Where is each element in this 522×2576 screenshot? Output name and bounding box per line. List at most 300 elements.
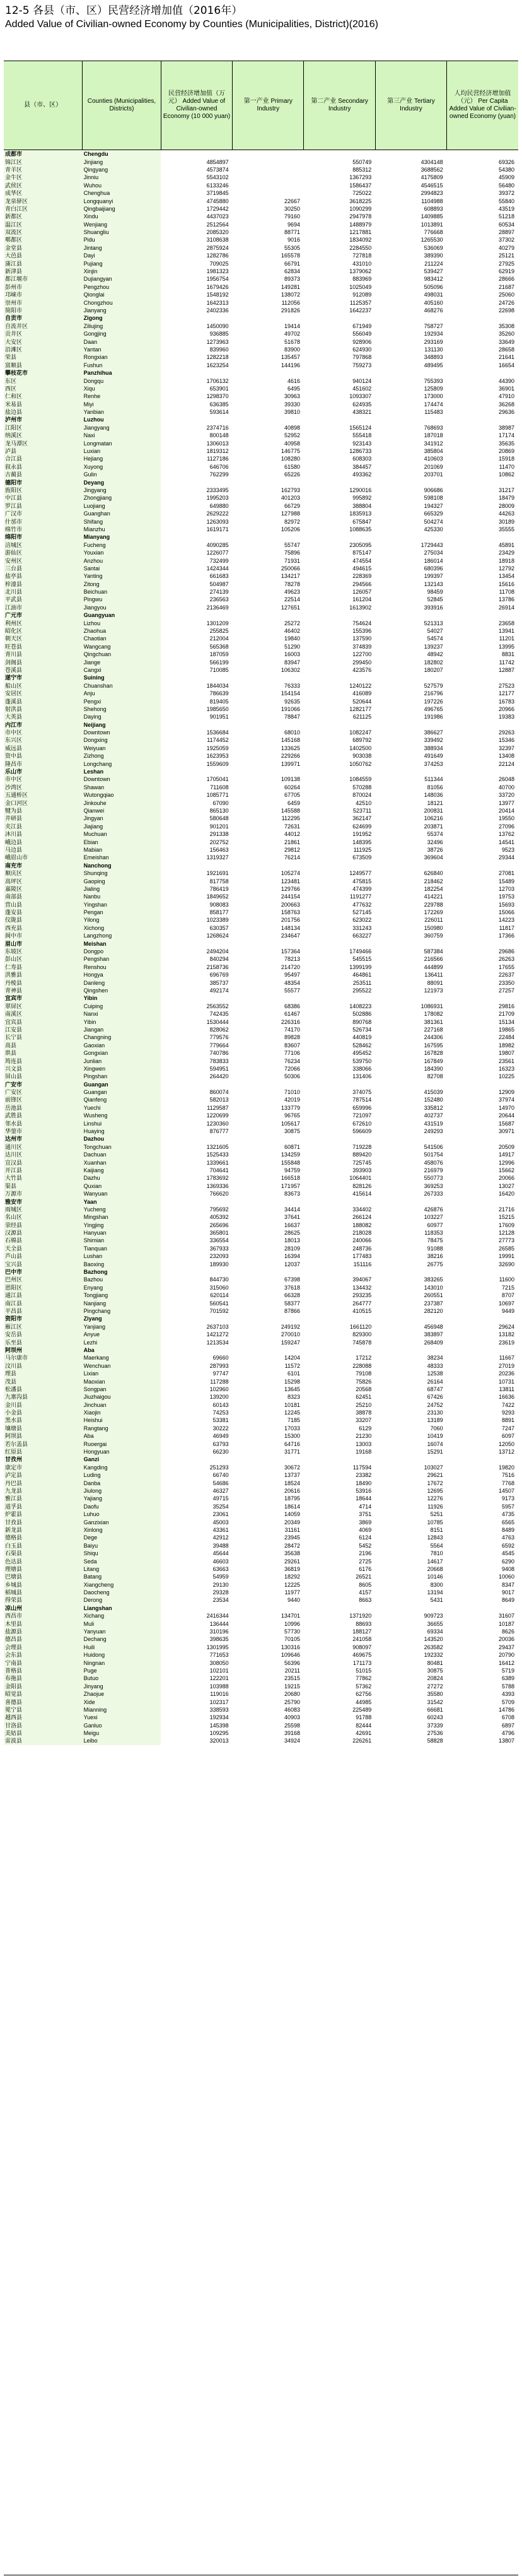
tertiary-cell: 192934	[424, 331, 443, 338]
secondary-cell	[304, 416, 375, 423]
primary-cell: 55305	[284, 244, 300, 251]
city-row	[4, 939, 518, 947]
per-capita-cell	[447, 1268, 518, 1276]
english-name-cell: Nanxi	[83, 1010, 161, 1018]
tertiary-cell: 1013891	[420, 221, 443, 228]
tertiary-cell: 539427	[424, 268, 443, 275]
tertiary-cell: 203871	[424, 823, 443, 830]
primary-cell: 127988	[281, 510, 300, 517]
table-row	[4, 1550, 518, 1557]
english-name-cell: Daofu	[83, 1503, 161, 1510]
region-cell: 凉山州	[4, 1604, 83, 1612]
secondary-cell: 264777	[352, 1300, 372, 1307]
region-cell: 昭觉县	[4, 1690, 83, 1698]
tertiary-cell: 12843	[427, 1534, 443, 1541]
table-row	[4, 1729, 518, 1737]
table-row	[4, 823, 518, 830]
region-cell: 屏山县	[4, 1073, 83, 1080]
secondary-cell: 870024	[352, 792, 372, 799]
per-capita-cell: 27773	[498, 1237, 514, 1244]
tertiary-cell: 54574	[427, 635, 443, 642]
tertiary-cell: 374253	[424, 760, 443, 767]
secondary-cell: 23382	[356, 1472, 372, 1479]
per-capita-cell: 19865	[498, 1026, 514, 1033]
total-cell: 779576	[209, 1034, 229, 1041]
secondary-cell: 474554	[352, 557, 372, 564]
table-row	[4, 1299, 518, 1307]
primary-cell: 291826	[281, 307, 300, 314]
per-capita-cell	[447, 1197, 518, 1205]
total-cell: 46949	[212, 1433, 229, 1440]
tertiary-cell	[375, 1197, 446, 1205]
per-capita-cell: 19807	[498, 1050, 514, 1057]
table-row	[4, 588, 518, 596]
region-cell: 金阳县	[4, 1683, 83, 1690]
per-capita-cell: 5788	[501, 1683, 514, 1690]
secondary-cell: 394067	[352, 1276, 372, 1283]
english-name-cell: Daocheng	[83, 1589, 161, 1596]
english-name-cell: Qingbaijiang	[83, 205, 161, 213]
secondary-cell: 440819	[352, 1034, 372, 1041]
english-name-cell: Lushan	[83, 1252, 161, 1260]
tertiary-cell: 389390	[424, 252, 443, 259]
region-cell: 古蔺县	[4, 471, 83, 478]
table-body	[4, 150, 518, 1745]
total-cell: 1559609	[206, 760, 229, 767]
per-capita-cell: 6097	[501, 1433, 514, 1440]
total-cell: 63793	[212, 1440, 229, 1447]
region-cell: 南部县	[4, 893, 83, 900]
total-cell: 66740	[212, 1472, 229, 1479]
per-capita-cell: 11817	[499, 924, 514, 931]
region-cell: 平昌县	[4, 1307, 83, 1315]
primary-cell: 30875	[284, 1128, 300, 1135]
per-capita-cell: 20509	[498, 1143, 514, 1150]
per-capita-cell	[447, 611, 518, 619]
secondary-cell: 623022	[352, 917, 372, 924]
tertiary-cell: 16074	[427, 1440, 443, 1447]
table-row	[4, 650, 518, 658]
tertiary-cell: 383897	[424, 1331, 443, 1338]
primary-cell: 23945	[284, 1534, 300, 1541]
per-capita-cell	[447, 1604, 518, 1612]
english-name-cell: Wangcang	[83, 643, 161, 650]
total-cell: 212004	[209, 635, 229, 642]
city-row	[4, 1456, 518, 1463]
secondary-cell: 1586437	[349, 182, 372, 189]
primary-cell: 78213	[284, 956, 300, 963]
primary-cell: 20349	[284, 1519, 300, 1526]
per-capita-cell: 35635	[498, 440, 514, 447]
total-cell: 189930	[209, 1261, 229, 1267]
tertiary-cell	[375, 1268, 446, 1276]
english-name-cell: Baoxing	[83, 1260, 161, 1267]
region-cell: 天全县	[4, 1245, 83, 1252]
secondary-cell: 117594	[352, 1464, 372, 1471]
total-cell: 582013	[209, 1097, 229, 1103]
total-cell: 1995203	[206, 495, 229, 502]
per-capita-cell: 26048	[498, 776, 514, 783]
primary-cell: 20616	[284, 1487, 300, 1494]
per-capita-cell: 40279	[498, 244, 514, 251]
tertiary-cell	[375, 1135, 446, 1143]
region-cell: 威远县	[4, 744, 83, 752]
region-cell: 稻城县	[4, 1589, 83, 1596]
table-row	[4, 830, 518, 838]
secondary-cell: 1379062	[349, 268, 372, 275]
primary-cell: 130316	[281, 1644, 300, 1650]
primary-cell	[233, 721, 304, 729]
english-name-cell: Cuiping	[83, 1003, 161, 1010]
english-name-cell: Mianzhu	[83, 526, 161, 533]
primary-cell: 67398	[284, 1276, 300, 1283]
tertiary-cell: 139237	[424, 643, 443, 650]
primary-cell: 9694	[287, 221, 300, 228]
per-capita-cell: 10697	[498, 1300, 514, 1307]
tertiary-cell: 1104988	[421, 197, 443, 204]
tertiary-cell: 10785	[427, 1519, 443, 1526]
total-cell: 1705041	[206, 776, 229, 783]
total-cell: 103988	[209, 1683, 229, 1690]
primary-cell: 6101	[287, 1370, 300, 1377]
primary-cell	[233, 1346, 304, 1354]
region-cell: 德昌县	[4, 1635, 83, 1643]
per-capita-cell: 35308	[498, 322, 514, 329]
per-capita-cell: 18982	[498, 1042, 514, 1049]
primary-cell: 25272	[284, 620, 300, 626]
tertiary-cell: 511344	[424, 776, 443, 783]
per-capita-cell: 6592	[501, 1542, 514, 1549]
region-cell: 宣汉县	[4, 1158, 83, 1166]
total-cell: 844730	[209, 1276, 229, 1283]
secondary-cell: 134432	[352, 1284, 372, 1291]
total-cell: 320013	[209, 1738, 229, 1744]
table-row	[4, 658, 518, 666]
region-cell: 筠连县	[4, 1057, 83, 1064]
tertiary-cell: 7810	[430, 1550, 443, 1557]
total-cell: 43361	[212, 1526, 229, 1533]
per-capita-cell: 10731	[498, 1378, 514, 1385]
per-capita-cell: 17366	[498, 932, 514, 939]
tertiary-cell: 23130	[427, 1409, 443, 1416]
region-cell: 高坪区	[4, 877, 83, 885]
region-cell: 郫都区	[4, 236, 83, 244]
per-capita-cell: 26914	[498, 604, 514, 611]
table-row	[4, 1260, 518, 1267]
english-name-cell: Huili	[83, 1644, 161, 1651]
total-cell: 594951	[209, 1065, 229, 1072]
per-capita-cell: 8626	[501, 1628, 514, 1635]
total-cell: 1129587	[207, 1104, 229, 1111]
table-row	[4, 392, 518, 400]
region-cell: 巴州区	[4, 1276, 83, 1283]
per-capita-cell	[447, 533, 518, 541]
english-name-cell: Luhuo	[83, 1510, 161, 1518]
tertiary-cell: 211224	[424, 260, 443, 267]
english-name-cell: Xuanhan	[83, 1158, 161, 1166]
region-cell: 泸州市	[4, 416, 83, 423]
per-capita-cell: 13786	[498, 596, 514, 603]
secondary-cell: 126057	[352, 589, 372, 596]
region-cell: 市中区	[4, 729, 83, 736]
total-cell: 39488	[212, 1542, 229, 1549]
table-row	[4, 643, 518, 650]
secondary-cell: 673509	[352, 854, 372, 861]
region-cell: 冕宁县	[4, 1706, 83, 1714]
primary-cell: 39330	[284, 401, 300, 408]
english-name-cell: Shawan	[83, 784, 161, 791]
region-cell: 江阳区	[4, 424, 83, 432]
secondary-cell: 624935	[352, 401, 372, 408]
tertiary-cell: 66681	[427, 1706, 443, 1713]
per-capita-cell: 8489	[501, 1526, 514, 1533]
region-cell: 叙永县	[4, 463, 83, 471]
per-capita-cell: 12792	[498, 565, 514, 572]
tertiary-cell: 527579	[424, 682, 443, 689]
total-cell: 1981323	[206, 268, 229, 275]
total-cell: 4745880	[206, 197, 229, 204]
total-cell: 102317	[209, 1698, 229, 1705]
primary-cell: 75896	[284, 550, 300, 556]
primary-cell: 92635	[284, 698, 300, 705]
tertiary-cell: 626840	[424, 870, 443, 877]
per-capita-cell: 9523	[501, 846, 514, 853]
region-cell: 宁南县	[4, 1659, 83, 1666]
tertiary-cell: 58828	[427, 1738, 443, 1744]
primary-cell: 83673	[284, 1191, 300, 1197]
table-row	[4, 1167, 518, 1174]
city-row	[4, 1197, 518, 1205]
region-cell: 白玉县	[4, 1542, 83, 1550]
tertiary-cell: 260551	[424, 1292, 443, 1299]
english-name-cell: Longquanyi	[83, 197, 161, 204]
secondary-cell: 1399199	[349, 963, 372, 970]
table-row	[4, 1213, 518, 1221]
region-cell: 成都市	[4, 150, 83, 158]
region-cell: 壤塘县	[4, 1425, 83, 1432]
per-capita-cell: 51218	[498, 213, 514, 220]
primary-cell	[233, 1197, 304, 1205]
tertiary-cell: 293169	[424, 338, 443, 345]
total-cell: 1127186	[207, 456, 229, 462]
region-cell: 蒲江县	[4, 259, 83, 267]
region-cell: 会东县	[4, 1651, 83, 1659]
city-row	[4, 1604, 518, 1612]
english-name-cell: Pidu	[83, 236, 161, 244]
secondary-cell: 374839	[352, 643, 372, 650]
secondary-cell: 171173	[352, 1659, 372, 1666]
table-title-en: Added Value of Civilian-owned Economy by Counties (Municipalities, District)(2016)	[5, 19, 378, 30]
secondary-cell	[304, 939, 375, 947]
primary-cell: 39810	[284, 409, 300, 416]
table-row	[4, 307, 518, 314]
total-cell: 1263093	[206, 518, 229, 525]
secondary-cell: 362147	[352, 815, 372, 822]
tertiary-cell: 263582	[424, 1644, 443, 1650]
total-cell: 385737	[209, 979, 229, 986]
secondary-cell: 5452	[359, 1542, 372, 1549]
per-capita-cell: 21687	[498, 283, 514, 290]
table-row	[4, 197, 518, 204]
per-capita-cell: 47910	[498, 393, 514, 400]
total-cell: 742435	[209, 1011, 229, 1018]
per-capita-cell: 29437	[498, 1644, 514, 1650]
region-cell: 乡城县	[4, 1580, 83, 1588]
tertiary-cell: 909723	[424, 1613, 443, 1620]
english-name-cell: Tongjiang	[83, 1291, 161, 1299]
total-cell: 762299	[209, 471, 229, 478]
primary-cell: 106302	[281, 666, 300, 673]
table-row	[4, 510, 518, 517]
tertiary-cell: 201069	[424, 463, 443, 470]
secondary-cell: 438321	[352, 409, 372, 416]
tertiary-cell: 98459	[427, 589, 443, 596]
per-capita-cell: 8707	[501, 1292, 514, 1299]
primary-cell: 66729	[284, 502, 300, 509]
secondary-cell	[304, 1346, 375, 1354]
primary-cell: 135457	[281, 354, 300, 361]
tertiary-cell: 402737	[424, 1112, 443, 1119]
total-cell: 2875924	[206, 244, 229, 251]
table-row	[4, 268, 518, 275]
primary-cell: 28109	[284, 1245, 300, 1252]
region-cell: 广安区	[4, 1088, 83, 1096]
total-cell: 60143	[212, 1401, 229, 1408]
english-name-cell: Fushun	[83, 362, 161, 369]
english-name-cell: Bazhong	[83, 1268, 161, 1276]
total-cell: 630357	[209, 924, 229, 931]
primary-cell: 29261	[284, 1558, 300, 1565]
per-capita-cell: 5719	[501, 1667, 514, 1674]
per-capita-cell: 20644	[498, 1112, 514, 1119]
tertiary-cell: 88091	[427, 979, 443, 986]
secondary-cell: 526734	[352, 1026, 372, 1033]
table-row	[4, 322, 518, 330]
primary-cell	[233, 166, 304, 173]
per-capita-cell: 16783	[498, 698, 514, 705]
secondary-cell: 1282177	[349, 705, 372, 712]
tertiary-cell: 7060	[430, 1425, 443, 1432]
secondary-cell: 624699	[352, 823, 372, 830]
total-cell: 29130	[212, 1581, 229, 1588]
table-row	[4, 948, 518, 955]
english-name-cell: Tianquan	[83, 1245, 161, 1252]
primary-cell: 72066	[284, 1065, 300, 1072]
region-cell: 会理县	[4, 1644, 83, 1651]
primary-cell: 19414	[284, 322, 300, 329]
tertiary-cell: 444899	[424, 963, 443, 970]
primary-cell: 15300	[284, 1433, 300, 1440]
primary-cell: 401203	[281, 495, 300, 502]
per-capita-cell: 13027	[498, 1182, 514, 1189]
english-name-cell: Langzhong	[83, 932, 161, 939]
per-capita-cell: 16420	[498, 1191, 514, 1197]
english-name-cell: Dachuan	[83, 1151, 161, 1158]
tertiary-cell: 1265530	[420, 237, 443, 244]
english-name-cell: Jinkouhe	[83, 799, 161, 806]
english-name-cell: Jiangyou	[83, 604, 161, 611]
table-row	[4, 494, 518, 502]
primary-cell: 234647	[281, 932, 300, 939]
tertiary-cell: 31542	[427, 1698, 443, 1705]
primary-cell: 133779	[281, 1104, 300, 1111]
primary-cell	[233, 1456, 304, 1463]
region-cell: 马尔康市	[4, 1354, 83, 1362]
total-cell: 291338	[209, 831, 229, 838]
total-cell: 795692	[209, 1206, 229, 1213]
total-cell: 1642313	[206, 299, 229, 306]
primary-cell: 12225	[284, 1581, 300, 1588]
total-cell	[161, 478, 232, 486]
primary-cell: 154154	[281, 690, 300, 697]
tertiary-cell: 27536	[427, 1730, 443, 1737]
tertiary-cell: 82708	[427, 1073, 443, 1080]
table-row	[4, 1003, 518, 1010]
per-capita-cell: 10060	[498, 1573, 514, 1580]
total-cell: 1220699	[206, 1112, 229, 1119]
primary-cell: 56396	[284, 1659, 300, 1666]
total-cell: 2158736	[206, 963, 229, 970]
per-capita-cell: 20966	[498, 705, 514, 712]
table-row	[4, 1683, 518, 1690]
tertiary-cell: 200831	[424, 808, 443, 814]
primary-cell: 87866	[284, 1308, 300, 1314]
total-cell: 504987	[209, 580, 229, 587]
total-cell: 315060	[209, 1284, 229, 1291]
secondary-cell: 393903	[352, 1167, 372, 1173]
english-name-cell: Gongxian	[83, 1049, 161, 1057]
primary-cell: 71931	[284, 557, 300, 564]
english-name-cell: Yingjing	[83, 1221, 161, 1229]
total-cell: 109295	[209, 1730, 229, 1737]
english-name-cell: Anju	[83, 690, 161, 697]
secondary-cell: 624930	[352, 346, 372, 353]
english-name-cell: Downtown	[83, 729, 161, 736]
table-row	[4, 1698, 518, 1705]
secondary-cell	[304, 611, 375, 619]
tertiary-cell: 216979	[424, 1167, 443, 1173]
secondary-cell: 334402	[352, 1206, 372, 1213]
primary-cell: 226316	[281, 1018, 300, 1025]
secondary-cell: 148395	[352, 838, 372, 845]
region-cell: 达州市	[4, 1135, 83, 1143]
tertiary-cell: 229788	[424, 901, 443, 908]
secondary-cell: 570288	[352, 784, 372, 791]
region-cell: 芦山县	[4, 1252, 83, 1260]
region-cell: 盐亭县	[4, 572, 83, 580]
region-cell: 红原县	[4, 1448, 83, 1456]
region-cell: 内江市	[4, 721, 83, 729]
english-name-cell: Weiyuan	[83, 744, 161, 752]
table-row	[4, 682, 518, 690]
table-row	[4, 1284, 518, 1291]
tertiary-cell	[375, 478, 446, 486]
tertiary-cell: 758727	[424, 322, 443, 329]
english-name-cell: Jintang	[83, 244, 161, 252]
region-cell: 营山县	[4, 901, 83, 909]
secondary-cell: 1064401	[349, 1175, 372, 1182]
primary-cell	[233, 182, 304, 189]
per-capita-cell	[447, 1456, 518, 1463]
per-capita-cell: 4393	[501, 1691, 514, 1698]
english-name-cell: Yibin	[83, 1018, 161, 1025]
primary-cell: 88771	[284, 229, 300, 236]
english-name-cell: Xinjin	[83, 268, 161, 275]
total-cell: 1921691	[206, 870, 229, 877]
tertiary-cell	[375, 1346, 446, 1354]
secondary-cell: 122700	[352, 651, 372, 658]
per-capita-cell: 12128	[498, 1230, 514, 1237]
